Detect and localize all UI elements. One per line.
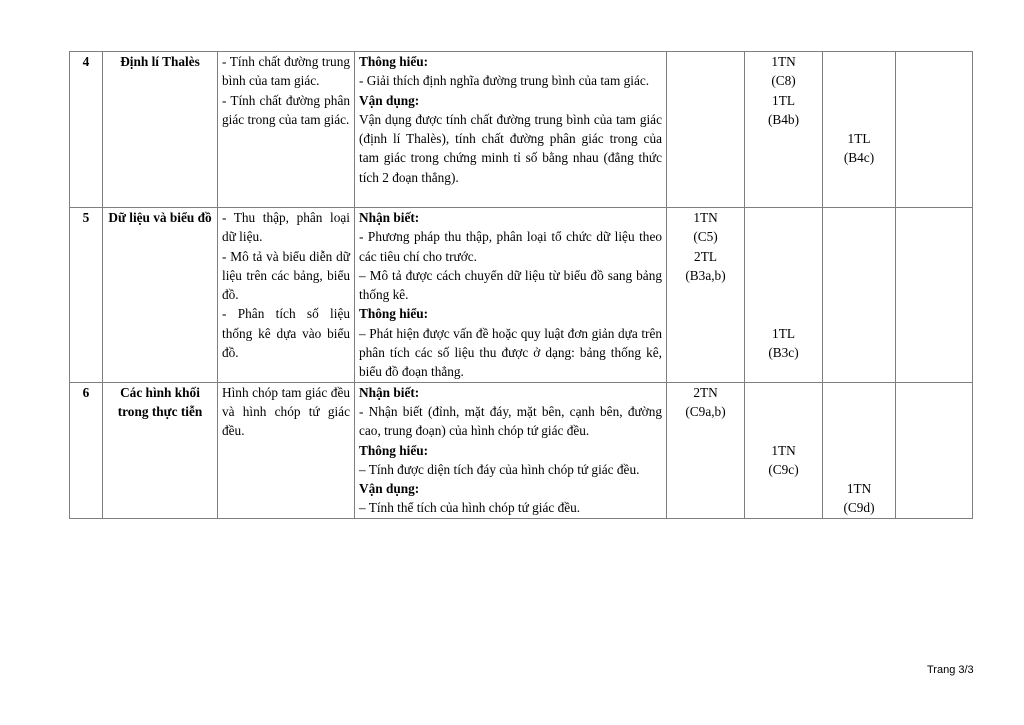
requirements-cell: Thông hiểu: - Giải thích định nghĩa đường trung bình của tam giác. Vận dụng: Vận dụng được tính chất đường trung bình của tam giác (định lí Thalès), tính chất đường phân giác trong của tam giác trong chứng minh tỉ số bằng nhau (đẳng thức tích 2 đoạn thẳng). <box>355 52 667 208</box>
table-row <box>70 208 973 383</box>
level-cell-2: 1TL (B3c) <box>745 208 823 383</box>
topic-cell: Các hình khối trong thực tiễn <box>103 382 218 518</box>
level-cell-3: 1TL (B4c) <box>823 52 896 208</box>
content-cell: - Thu thập, phân loại dữ liệu. - Mô tả và biểu diễn dữ liệu trên các bảng, biểu đồ. - Phân tích số liệu thống kê dựa vào biểu đồ. <box>218 208 355 383</box>
topic-cell: Định lí Thalès <box>103 52 218 208</box>
requirements-cell: Nhận biết: - Phương pháp thu thập, phân loại tổ chức dữ liệu theo các tiêu chí cho trước. – Mô tả được cách chuyển dữ liệu từ biểu đồ sang bảng thống kê. Thông hiểu: – Phát hiện được vấn đề hoặc quy luật đơn giản dựa trên phân tích các số liệu thu được ở dạng: bảng thống kê, biểu đồ đoạn thẳng. <box>355 208 667 383</box>
level-cell-1: 2TN (C9a,b) <box>667 382 745 518</box>
content-cell: Hình chóp tam giác đều và hình chóp tứ giác đều. <box>218 382 355 518</box>
requirement-line: - Phương pháp thu thập, phân loại tổ chức dữ liệu theo các tiêu chí cho trước. <box>359 229 662 264</box>
level-cell-4 <box>896 382 973 518</box>
table-row <box>70 382 973 518</box>
level-cell-3 <box>823 208 896 383</box>
level-cell-2: 1TN (C9c) <box>745 382 823 518</box>
level-cell-4 <box>896 208 973 383</box>
assessment-matrix-table <box>69 51 973 519</box>
level-cell-1 <box>667 52 745 208</box>
row-number: 4 <box>70 52 103 208</box>
level-cell-1: 1TN (C5) 2TL (B3a,b) <box>667 208 745 383</box>
topic-cell: Dữ liệu và biểu đồ <box>103 208 218 383</box>
requirements-cell: Nhận biết: - Nhận biết (đỉnh, mặt đáy, mặt bên, cạnh bên, đường cao, trung đoạn) của hình chóp tứ giác đều. Thông hiểu: – Tính được diện tích đáy của hình chóp tứ giác đều. Vận dụng: – Tính thể tích của hình chóp tứ giác đều. <box>355 382 667 518</box>
level-cell-4 <box>896 52 973 208</box>
level-cell-2: 1TN (C8) 1TL (B4b) <box>745 52 823 208</box>
page-number: Trang 3/3 <box>927 664 974 676</box>
row-number: 5 <box>70 208 103 383</box>
row-number: 6 <box>70 382 103 518</box>
requirement-line: – Mô tả được cách chuyển dữ liệu từ biểu đồ sang bảng thống kê. <box>359 267 662 303</box>
level-cell-3: 1TN (C9d) <box>823 382 896 518</box>
table-row <box>70 52 973 208</box>
content-cell: - Tính chất đường trung bình của tam giác. - Tính chất đường phân giác trong của tam giác. <box>218 52 355 208</box>
